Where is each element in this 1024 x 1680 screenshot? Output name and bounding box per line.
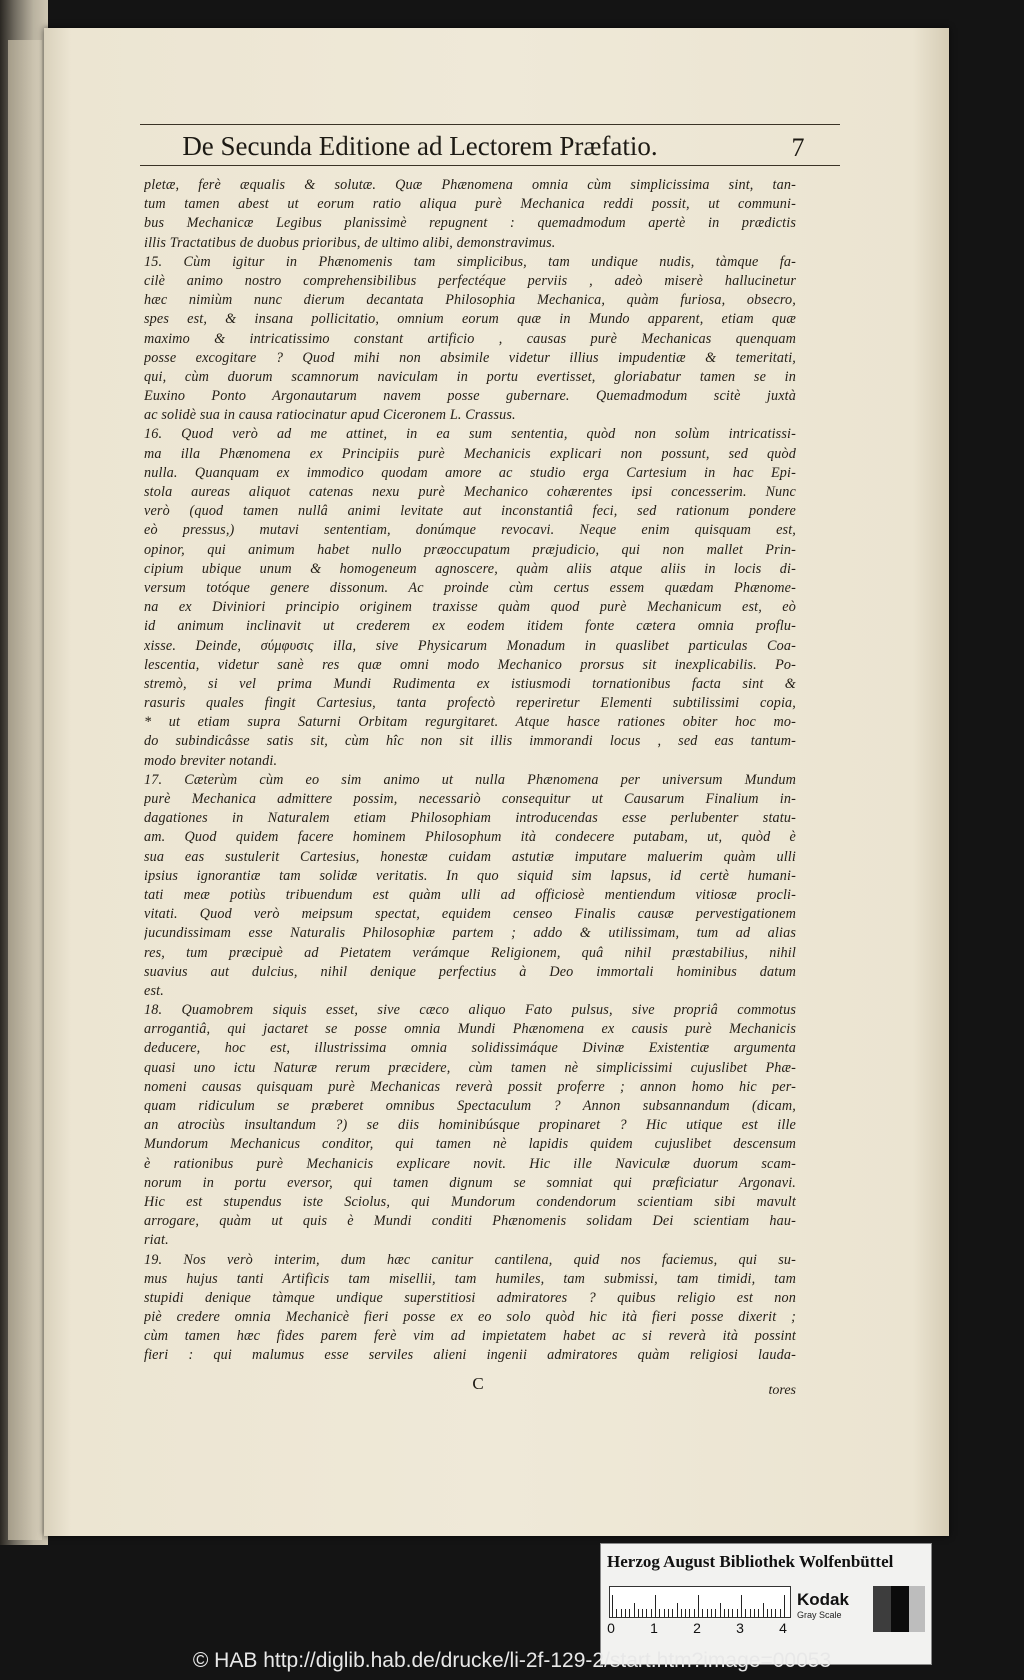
text-line: illis Tractatibus de duobus prioribus, de ultimo alibi, demonstravimus. bbox=[144, 234, 556, 251]
ruler-tick bbox=[694, 1609, 695, 1617]
ruler-tick bbox=[720, 1603, 721, 1617]
ruler-tick bbox=[664, 1609, 665, 1617]
text-line: maximo & intricatissimo constant artificio , causas purè Mechanicas quenquam bbox=[144, 330, 796, 347]
text-line: vitati. Quod verò meipsum spectat, equidem censeo Finalis causæ pervestigationem bbox=[144, 906, 796, 923]
text-line: stola aureas aliquot catenas nexu purè Mechanico cohærentes ipsi concesserim. Nunc bbox=[144, 484, 796, 500]
text-line: na ex Diviniori principio originem traxisse quàm quod purè Mechanicum est, eò bbox=[144, 599, 796, 616]
ruler-tick bbox=[677, 1603, 678, 1617]
text-line: 16. Quod verò ad me attinet, in ea sum sententia, quòd non solùm intricatissi- bbox=[144, 426, 796, 443]
text-line: arrogantiâ, qui jactaret se posse omnia Mundi Phænomena ex causis purè Mechanicis bbox=[144, 1021, 796, 1038]
text-line: jucundissimam esse Naturalis Philosophiæ partem ; addo & utilissimam, tum ad alias bbox=[144, 925, 796, 942]
ruler-number: 4 bbox=[779, 1620, 787, 1636]
ruler-tick bbox=[651, 1609, 652, 1617]
text-line: est. bbox=[144, 982, 164, 999]
ruler-tick bbox=[737, 1609, 738, 1617]
gray-patch-dark bbox=[873, 1586, 891, 1632]
text-line: modo breviter notandi. bbox=[144, 752, 278, 769]
text-line: ac solidè sua in causa ratiocinatur apud Ciceronem L. Crassus. bbox=[144, 407, 516, 424]
ruler-tick bbox=[612, 1595, 613, 1617]
ruler-tick bbox=[754, 1609, 755, 1617]
text-line: sua eas sustulerit Cartesius, honestæ cuidam astutiæ imputare maluerim quàm ulli bbox=[144, 848, 796, 865]
text-line: nomeni causas quisquam purè Mechanicas reverà possit proferre ; annon homo hic per- bbox=[144, 1078, 796, 1095]
ruler-tick bbox=[621, 1609, 622, 1617]
text-line: rasuris quales fingit Cartesius, tanta profectò reperiretur Elementi subtilissimi copia, bbox=[144, 695, 796, 712]
ruler-tick bbox=[780, 1609, 781, 1617]
text-line: hæc nimiùm nunc dierum decantata Philosophia Mechanica, quàm furiosa, obsecro, bbox=[144, 292, 796, 309]
text-line: norum in portu eversor, qui tamen dignum se somniat qui præficiatur Argonavi. bbox=[144, 1174, 796, 1191]
text-line: stremò, si vel prima Mundi Rudimenta ex istiusmodi tornationibus facta sint & bbox=[144, 675, 796, 692]
ruler-tick bbox=[659, 1609, 660, 1617]
text-line: ma illa Phænomena ex Principiis purè Mechanicis explicari non possunt, sed quòd bbox=[144, 445, 796, 462]
ruler-tick bbox=[758, 1609, 759, 1617]
ruler-tick bbox=[629, 1609, 630, 1617]
text-line: lescentia, videtur sanè res quæ omni modo Mechanico prorsus sit inexplicabilis. Po- bbox=[144, 656, 796, 673]
text-line: verò (quod tamen nullâ animi levitate aut inconstantiâ feci, sed rationum pondere bbox=[144, 503, 796, 520]
text-line: am. Quod quidem facere hominem Philosophum ità condecere putabam, ut, quòd è bbox=[144, 829, 796, 846]
ruler-tick bbox=[685, 1609, 686, 1617]
ruler-tick bbox=[698, 1595, 699, 1617]
catchword: tores bbox=[768, 1383, 796, 1398]
text-line: è rationibus purè Mechanicis explicare novit. Hic ille Naviculæ duorum scam- bbox=[144, 1155, 796, 1172]
text-line: eò pressus,) mutavi sententiam, donúmque revocavi. Neque enim quisquam est, bbox=[144, 522, 796, 539]
text-line: deducere, hoc est, illustrissima omnia solidissimáque Divinæ Existentiæ argumenta bbox=[144, 1040, 796, 1057]
ruler-tick bbox=[646, 1609, 647, 1617]
ruler-number: 3 bbox=[736, 1620, 744, 1636]
text-line: quam ridiculum se præberet omnibus Spectaculum ? Annon subsannandum (dicam, bbox=[144, 1098, 796, 1114]
text-line: nulla. Quanquam ex immodico quodam amore ac studio erga Cartesium in hac Epi- bbox=[144, 464, 796, 481]
text-line: do subindicâsse satis sit, cùm hîc non sit illis immorandi locus , sed eas tantum- bbox=[144, 733, 796, 750]
text-line: purè Mechanica admittere possim, necessariò consequitur ut Causarum Finalium in- bbox=[144, 791, 796, 807]
ruler-tick bbox=[767, 1609, 768, 1617]
ruler-tick bbox=[775, 1609, 776, 1617]
ruler-tick bbox=[655, 1595, 656, 1617]
header-rule-bottom bbox=[140, 165, 840, 166]
text-line: bus Mechanicæ Legibus planissimè repugnent : quemadmodum apertè in prædictis bbox=[144, 215, 796, 232]
running-title: De Secunda Editione ad Lectorem Præfatio. bbox=[182, 131, 658, 161]
text-line: cilè animo nostro comprehensibilibus perfectéque perviis , adeò miserè hallucinetur bbox=[144, 272, 796, 289]
ruler-tick bbox=[745, 1609, 746, 1617]
text-line: qui, cùm duorum scamnorum naviculam in portu evertisset, gloriabatur tamen se in bbox=[144, 368, 796, 385]
ruler-numbers bbox=[609, 1620, 799, 1640]
ruler-tick bbox=[711, 1609, 712, 1617]
ruler-tick bbox=[625, 1609, 626, 1617]
text-line: 19. Nos verò interim, dum hæc canitur cantilena, quid nos faciemus, qui su- bbox=[144, 1251, 796, 1268]
text-line: pletæ, ferè æqualis & solutæ. Quæ Phænomena omnia cùm simplicissima sint, tan- bbox=[144, 177, 796, 193]
ruler-number: 1 bbox=[650, 1620, 658, 1636]
ruler-tick bbox=[668, 1609, 669, 1617]
text-line: Hic est stupendus iste Sciolus, qui Mundorum condendorum scientiam sibi mavult bbox=[144, 1193, 796, 1210]
text-line: suavius aut dulcius, nihil denique perfectius à Deo immortali hominibus datum bbox=[144, 963, 796, 980]
ruler-scale bbox=[609, 1586, 791, 1618]
text-line: tum tamen abest ut eorum ratio aliqua purè Mechanica reddi possit, ut communi- bbox=[144, 196, 796, 213]
text-line: mus hujus tanti Artificis tam misellii, tam humiles, tam submissi, tam timidi, tam bbox=[144, 1270, 796, 1287]
text-line: fieri : qui malumus esse serviles alieni ingenii admiratores quàm religiosi lauda- bbox=[144, 1347, 796, 1364]
ruler-tick bbox=[616, 1609, 617, 1617]
text-line: riat. bbox=[144, 1232, 169, 1249]
text-line: cipium ubique unum & homogeneum agnoscere, quàm aliis atque aliis in locis di- bbox=[144, 560, 796, 577]
signature-mark: C bbox=[472, 1374, 484, 1393]
ruler-tick bbox=[771, 1609, 772, 1617]
text-line: 18. Quamobrem siquis esset, sive cæco aliquo Fato pulsus, sive propriâ commotus bbox=[144, 1002, 796, 1019]
text-line: piè credere omnia Mechanicè fieri posse ex eo solo quòd hic ità fieri posse dixerit ; bbox=[144, 1309, 796, 1326]
ruler-tick bbox=[784, 1595, 785, 1617]
text-line: quasi uno ictu Naturæ rerum præcidere, cùm tamen nè simplicissimi cujuslibet Phæ- bbox=[144, 1059, 796, 1076]
ruler-tick bbox=[707, 1609, 708, 1617]
ruler-tick bbox=[715, 1609, 716, 1617]
ruler-tick bbox=[681, 1609, 682, 1617]
ruler-number: 2 bbox=[693, 1620, 701, 1636]
text-line: arrogare, quàm ut quis è Mundi conditi Phænomenis solidam Dei scientiam hau- bbox=[144, 1213, 796, 1230]
ruler-tick bbox=[724, 1609, 725, 1617]
text-line: 15. Cùm igitur in Phænomenis tam simplicibus, tam undique nudis, tàmque fa- bbox=[144, 253, 796, 270]
text-line: * ut etiam supra Saturni Orbitam regurgitaret. Atque hasce rationes obiter hoc mo- bbox=[144, 714, 796, 731]
text-line: xisse. Deinde, σύμφυσις illa, sive Physicarum Monadum in quaslibet particulas Coa- bbox=[144, 637, 796, 654]
ruler-tick bbox=[702, 1609, 703, 1617]
text-line: Euxino Ponto Argonautarum navem posse gubernare. Quemadmodum scitè juxtà bbox=[144, 388, 796, 405]
text-line: an atrociùs insultandum ?) se diis hominibúsque propinaret ? Hic utique est ille bbox=[144, 1117, 796, 1134]
text-line: versum totóque genere dissonum. Ac proinde cùm certus essem quædam Phænome- bbox=[144, 579, 796, 596]
ruler-tick bbox=[763, 1603, 764, 1617]
text-line: res, tum præcipuè ad Pietatem verámque Religionem, quâ nihil præstabilius, nihil bbox=[144, 944, 796, 961]
text-line: ipsius ignorantiæ tam solidæ veritatis. In quo siquid sim lapsus, id certè humani- bbox=[144, 867, 796, 884]
ruler-tick bbox=[689, 1609, 690, 1617]
book-page bbox=[44, 28, 949, 1536]
text-line: posse excogitare ? Quod mihi non absimile videtur illius impudentiæ & temeritati, bbox=[144, 349, 796, 366]
text-line: spes est, & insana pollicitatio, omnium eorum quæ in Mundo apparent, etiam quæ bbox=[144, 311, 796, 328]
ruler-number: 0 bbox=[607, 1620, 615, 1636]
copyright-footer: © HAB http://diglib.hab.de/drucke/li-2f-129-2/start.htm?image=00053 bbox=[192, 1649, 832, 1672]
facing-page-edge bbox=[8, 40, 42, 1540]
gray-scale-caption: Gray Scale bbox=[797, 1610, 842, 1620]
ruler-tick bbox=[728, 1609, 729, 1617]
body-text bbox=[144, 176, 796, 1406]
header-rule-top bbox=[140, 124, 840, 125]
text-line: stupidi denique tàmque undique superstitiosi admiratores ? quibus religio est non bbox=[144, 1289, 796, 1306]
text-line: opinor, qui animum habet nullo præoccupatum præjudicio, qui non mallet Prin- bbox=[144, 541, 796, 558]
ruler-tick bbox=[672, 1609, 673, 1617]
ruler-tick bbox=[642, 1609, 643, 1617]
ruler-tick bbox=[750, 1609, 751, 1617]
kodak-logo: Kodak bbox=[797, 1590, 849, 1609]
text-line: dagationes in Naturalem etiam Philosophiam introducendas esse perlubenter statu- bbox=[144, 810, 796, 827]
gray-patch-light bbox=[909, 1586, 925, 1632]
library-name: Herzog August Bibliothek Wolfenbüttel bbox=[607, 1552, 894, 1571]
text-line: cùm tamen hæc fides parem ferè vim ad impietatem habet ac si reverà ità possint bbox=[144, 1328, 796, 1345]
text-line: Mundorum Mechanicus conditor, qui tamen nè lapidis quidem cujuslibet descensum bbox=[144, 1136, 796, 1153]
page-number: 7 bbox=[791, 133, 805, 162]
ruler-tick bbox=[741, 1595, 742, 1617]
text-line: 17. Cæterùm cùm eo sim animo ut nulla Phænomena per universum Mundum bbox=[144, 771, 796, 788]
text-line: tati meæ potiùs tribuendum est quàm ulli ad officiosè mentiendum vitiosæ procli- bbox=[144, 886, 796, 903]
gray-patch-black bbox=[891, 1586, 909, 1632]
ruler-tick bbox=[732, 1609, 733, 1617]
ruler-tick bbox=[634, 1603, 635, 1617]
text-line: id animum inclinavit ut crederem ex eodem itidem fonte cætera omnia proflu- bbox=[144, 618, 796, 635]
ruler-tick bbox=[638, 1609, 639, 1617]
